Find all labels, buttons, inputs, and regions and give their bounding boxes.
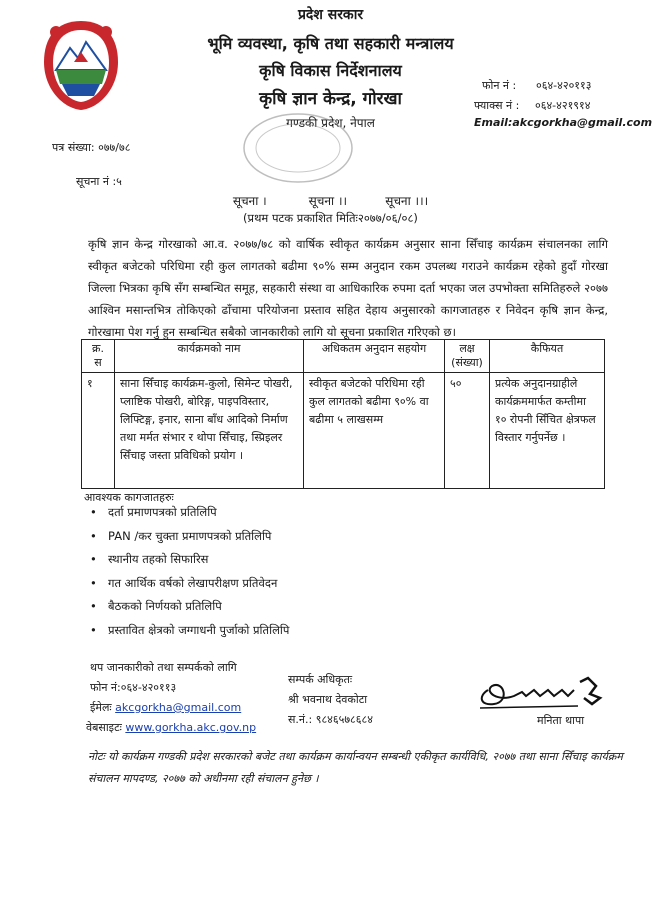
bullet-icon: • (90, 622, 97, 637)
footer-note: नोटः यो कार्यक्रम गण्डकी प्रदेश सरकारको बजेट तथा कार्यक्रम कार्यान्वयन सम्बन्धी एकीकृत कार्यविधि, २०७७ तथा साना सिँचाइ कार्यक्रम संचालन मापदण्ड, २०७७ को अधीनमा रही संचालन हुनेछ । (88, 750, 623, 785)
header-office: कृषि ज्ञान केन्द्र, गोरखा (259, 89, 402, 109)
more-info-phone: फोन नं:०६४-४२०११३ (90, 681, 177, 694)
table-header-row (82, 340, 605, 373)
bullet-icon: • (90, 552, 97, 566)
bullet-icon: • (90, 505, 97, 519)
notice-body: कृषि ज्ञान केन्द्र गोरखाको आ.व. २०७७/७८ को वार्षिक स्वीकृत कार्यक्रम अनुसार साना सिँचाइ कार्यक्रम संचालनका लागि स्वीकृत बजेटको परिधिमा रही कुल लागतको बढीमा ९०% सम्म अनुदान रकम उपलब्ध गराउने कार्यक्रम रहेको हुदाँ गोरखा जिल्ला भित्रका कृषि सँग सम्बन्धित समूह, सहकारी संस्था वा आधिकारिक रुपमा दर्ता भएका जल उपभोक्ता समितिहरुले २०७७ आश्विन मसान्तभित्र तोकिएको ढाँचामा परियोजना प्रस्ताव सहित देहाय अनुसारको कागजातहरु र निवेदन कृषि ज्ञान केन्द्र, गोरखामा पेश गर्नु हुन सम्बन्धित सबैको जानकारीको लागि यो सूचना प्रकाशित गरिएको छ। (88, 237, 608, 339)
cell-target: ५० (445, 373, 490, 489)
phone-number: ०६४-४२०११३ (536, 79, 592, 92)
bullet-icon: • (90, 575, 97, 590)
header-grant: अधिकतम अनुदान सहयोग (304, 340, 445, 373)
bullet-icon: • (90, 599, 97, 613)
signatory-name: मनिता थापा (537, 714, 585, 727)
more-info-email: ईमेलः akcgorkha@gmail.com (90, 701, 242, 714)
email-link[interactable]: akcgorkha@gmail.com (115, 701, 242, 714)
list-item: • गत आर्थिक वर्षको लेखापरीक्षण प्रतिवेदन (90, 575, 278, 590)
bullet-icon: • (90, 528, 97, 543)
program-table (81, 339, 605, 489)
header-sn: क्र. स (82, 340, 115, 373)
notice-heading: सूचना । सूचना ।। सूचना ।।। (232, 194, 429, 208)
list-item: • PAN /कर चुक्ता प्रमाणपत्रको प्रतिलिपि (90, 528, 272, 543)
phone-label: फोन नं : (482, 79, 517, 92)
header-ministry: भूमि व्यवस्था, कृषि तथा सहकारी मन्त्रालय (207, 34, 454, 53)
header-province: गण्डकी प्रदेश, नेपाल (286, 116, 375, 130)
more-info-heading: थप जानकारीको तथा सम्पर्कको लागि (90, 661, 237, 674)
signature-icon (470, 668, 620, 714)
list-item: • बैठकको निर्णयको प्रतिलिपि (90, 599, 222, 613)
more-info-website: वेबसाइटः www.gorkha.akc.gov.np (86, 721, 257, 734)
list-item: • स्थानीय तहको सिफारिस (90, 552, 209, 566)
header-program: कार्यक्रमको नाम (115, 340, 304, 373)
header-directorate: कृषि विकास निर्देशनालय (259, 61, 402, 80)
documents-heading: आवश्यक कागजातहरुः (84, 491, 174, 504)
cell-sn: १ (82, 373, 115, 489)
reference-number: पत्र संख्या: ०७७/७८ (52, 141, 131, 154)
list-item: • प्रस्तावित क्षेत्रको जग्गाधनी पुर्जाको प्रतिलिपि (90, 622, 290, 637)
office-stamp-icon (238, 108, 358, 188)
documents-list (90, 505, 289, 646)
website-link[interactable]: www.gorkha.akc.gov.np (125, 721, 257, 734)
contact-officer-label: सम्पर्क अधिकृतः (288, 673, 353, 686)
header-target: लक्ष (संख्या) (445, 340, 490, 373)
fax-number: ०६४-४२१९१४ (535, 99, 591, 112)
cell-program: साना सिँचाइ कार्यक्रम-कुलो, सिमेन्ट पोखरी, प्लाष्टिक पोखरी, बोरिङ्ग, पाइपविस्तार, लिफ्टिङ्ग, इनार, साना बाँध आदिको निर्माण तथा मर्मत संभार र थोपा सिँचाइ, स्प्रिइलर सिँचाइ जस्ता प्रविधिको प्रयोग । (115, 373, 304, 489)
header-line-1: प्रदेश सरकार (297, 7, 364, 23)
contact-officer-mobile: स.नं.: ९८४६५७८६८४ (288, 713, 373, 726)
header-remarks: कैफियत (490, 340, 605, 373)
contact-email[interactable]: Email:akcgorkha@gmail.com (474, 116, 653, 129)
contact-officer-name: श्री भवनाथ देवकोटा (288, 693, 368, 706)
fax-label: फ्याक्स नं : (474, 99, 520, 112)
cell-remarks: प्रत्येक अनुदानग्राहीले कार्यक्रममार्फत कम्तीमा १० रोपनी सिँचित क्षेत्रफल विस्तार गर्नुपर्नेछ । (490, 373, 605, 489)
table-row (82, 373, 605, 489)
list-item: • दर्ता प्रमाणपत्रको प्रतिलिपि (90, 505, 217, 519)
notice-number: सूचना नं :५ (76, 175, 122, 188)
cell-grant: स्वीकृत बजेटको परिधिमा रही कुल लागतको बढीमा ९०% वा बढीमा ५ लाखसम्म (304, 373, 445, 489)
first-published-date: (प्रथम पटक प्रकाशित मितिः२०७७/०६/०८) (243, 211, 418, 225)
